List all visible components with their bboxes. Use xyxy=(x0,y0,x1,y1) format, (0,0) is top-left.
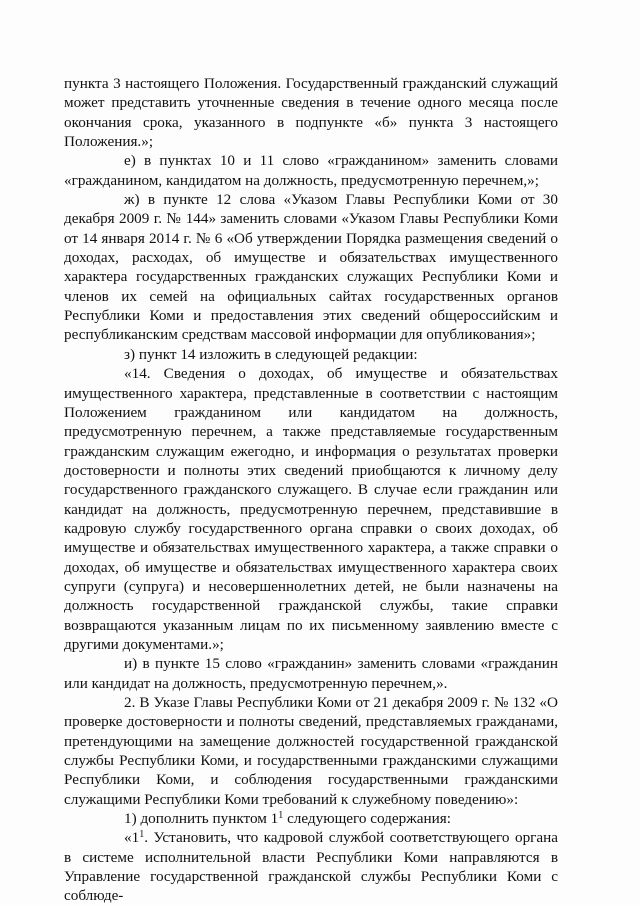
paragraph-add-point-text: 1) дополнить пунктом 1 xyxy=(124,810,279,828)
paragraph-point-14: «14. Сведения о доходах, об имуществе и обязательствах имущественного характера, представленные в соответствии с настоящим Положением гражданином или кандидатом на должность, предусмотренную перечнем, а также представляемые государственным гражданским служащим ежегодно, и информация о результатах проверки достоверности и полноты этих сведений приобщаются к личному делу государственного гражданского служащего. В случае если гражданин или кандидат на должность, предусмотренную перечнем, представившие в кадровую службу государственного органа справки о своих доходах, об имуществе и обязательствах имущественного характера, а также справки о доходах, об имуществе и обязательствах имущественного характера своих супруги (супруга) и несовершеннолетних детей, не были назначены на должность государственной гражданской службы, такие справки возвращаются указанным лицам по их письменному заявлению вместе с другими документами.»; xyxy=(64,365,558,653)
superscript-number: 1 xyxy=(278,810,284,822)
paragraph-point-1-1-start: «1 xyxy=(124,829,140,847)
superscript-number: 1 xyxy=(139,829,145,841)
paragraph-item-e: е) в пунктах 10 и 11 слово «гражданином» заменить словами «гражданином, кандидатом на должность, предусмотренную перечнем,»; xyxy=(64,152,558,189)
paragraph-item-z: з) пункт 14 изложить в следующей редакции: xyxy=(124,345,418,363)
paragraph-section-2: 2. В Указе Главы Республики Коми от 21 декабря 2009 г. № 132 «О проверке достоверности и полноты сведений, представляемых гражданами, претендующими на замещение должностей государственной гражданской службы Республики Коми, и государственными гражданскими служащими Республики Коми, и соблюдения государственными гражданскими служащими Республики Коми требований к служебному поведению»: xyxy=(64,694,558,808)
paragraph-point-1-1 xyxy=(64,828,558,905)
paragraph-add-point-tail: следующего содержания: xyxy=(283,810,451,828)
paragraph-item-i: и) в пункте 15 слово «гражданин» заменить словами «гражданин или кандидат на должность, предусмотренную перечнем,». xyxy=(64,655,558,692)
paragraph-add-point xyxy=(64,809,558,828)
paragraph-continuation: пункта 3 настоящего Положения. Государственный гражданский служащий может представить уточненные сведения в течение одного месяца после окончания срока, указанного в подпункте «б» пункта 3 настоящего Положения.»; xyxy=(64,75,558,151)
document-body xyxy=(64,74,558,906)
paragraph-point-1-1-text: . Установить, что кадровой службой соответствующего органа в системе исполнительной власти Республики Коми направляются в Управление государственной гражданской службы Республики Коми с соблюде- xyxy=(64,829,558,905)
paragraph-item-zh: ж) в пункте 12 слова «Указом Главы Республики Коми от 30 декабря 2009 г. № 144» заменить словами «Указом Главы Республики Коми от 14 января 2014 г. № 6 «Об утверждении Порядка размещения сведений о доходах, расходах, об имуществе и обязательствах имущественного характера государственных гражданских служащих Республики Коми и членов их семей на официальных сайтах государственных органов Республики Коми и предоставления этих сведений общероссийским и республиканским средствам массовой информации для опубликования»; xyxy=(64,191,558,344)
